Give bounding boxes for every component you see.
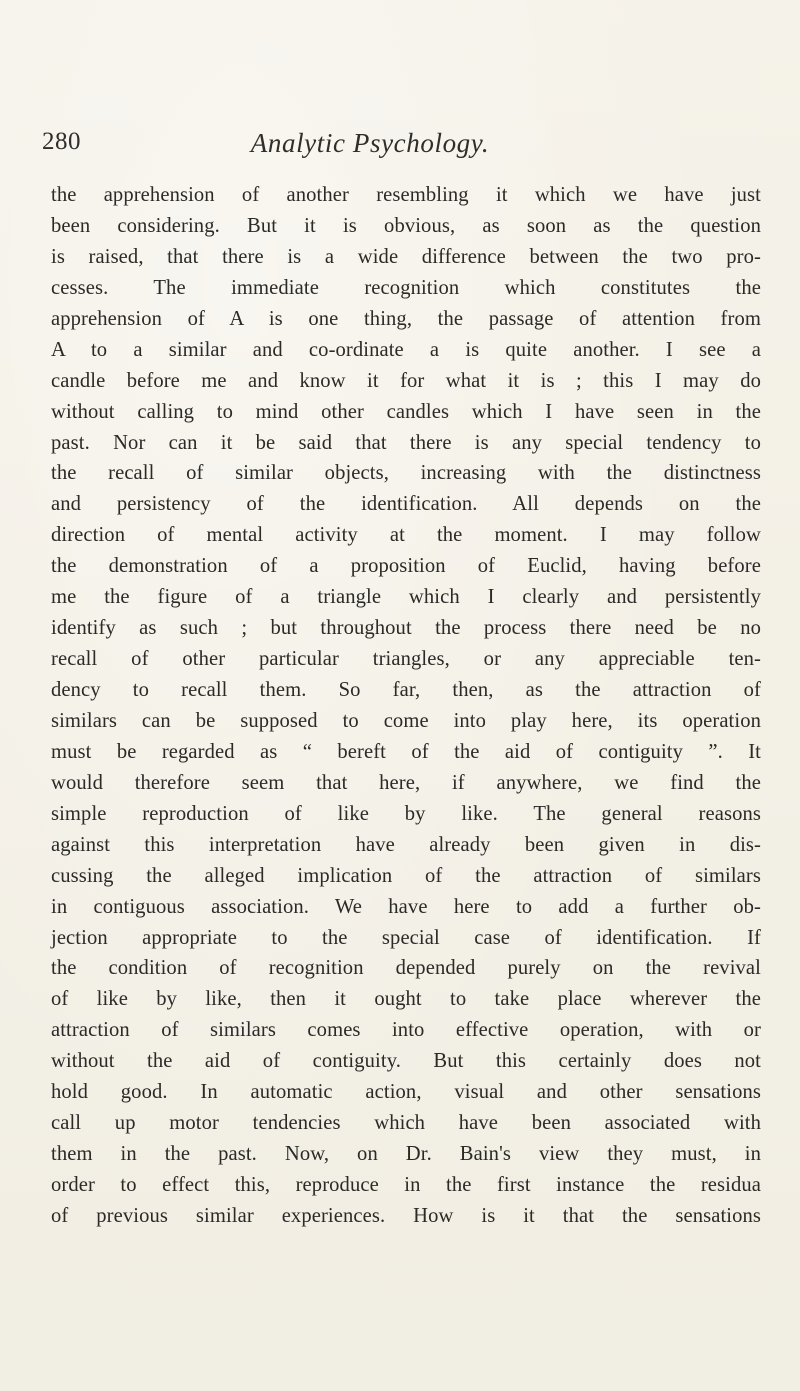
text-line: order to effect this, reproduce in the first instance the residua: [51, 1174, 761, 1196]
page-header: [42, 128, 760, 164]
text-line: direction of mental activity at the moment. I may follow: [51, 524, 761, 547]
text-line: against this interpretation have already been given in dis-: [51, 833, 761, 856]
text-line: candle before me and know it for what it is ; this I may do: [51, 369, 761, 392]
text-line: cussing the alleged implication of the attraction of similars: [51, 864, 761, 887]
text-line: would therefore seem that here, if anywhere, we find the: [51, 771, 761, 794]
text-line: apprehension of A is one thing, the passage of attention from: [51, 307, 761, 330]
text-line: past. Nor can it be said that there is any special tendency to: [51, 431, 761, 454]
text-line: dency to recall them. So far, then, as the attraction of: [51, 679, 761, 701]
text-line: the condition of recognition depended purely on the revival: [51, 957, 761, 980]
text-line: without the aid of contiguity. But this certainly does not: [51, 1050, 761, 1073]
text-line: call up motor tendencies which have been associated with: [51, 1112, 761, 1135]
text-line: the recall of similar objects, increasing with the distinctness: [51, 462, 761, 485]
text-line: attraction of similars comes into effective operation, with or: [51, 1019, 761, 1042]
text-line: without calling to mind other candles which I have seen in the: [51, 400, 761, 423]
text-line: the apprehension of another resembling it which we have just: [51, 184, 761, 206]
text-line: simple reproduction of like by like. The general reasons: [51, 802, 761, 825]
text-line: them in the past. Now, on Dr. Bain's view they must, in: [51, 1143, 761, 1166]
text-line: me the figure of a triangle which I clearly and persistently: [51, 586, 761, 609]
page-number: 280: [42, 128, 81, 155]
text-line: recall of other particular triangles, or any appreciable ten-: [51, 648, 761, 671]
text-line: of like by like, then it ought to take place wherever the: [51, 988, 761, 1011]
text-line: is raised, that there is a wide difference between the two pro-: [51, 245, 761, 268]
text-line: in contiguous association. We have here to add a further ob-: [51, 895, 761, 918]
text-line: of previous similar experiences. How is it that the sensations: [51, 1204, 761, 1227]
body-text: [51, 180, 761, 1232]
text-line: similars can be supposed to come into play here, its operation: [51, 709, 761, 732]
text-line: cesses. The immediate recognition which constitutes the: [51, 276, 761, 299]
text-line: identify as such ; but throughout the process there need be no: [51, 617, 761, 640]
text-line: and persistency of the identification. All depends on the: [51, 493, 761, 516]
text-line: been considering. But it is obvious, as soon as the question: [51, 214, 761, 237]
text-line: hold good. In automatic action, visual and other sensations: [51, 1081, 761, 1104]
text-line: must be regarded as “ bereft of the aid of contiguity ”. It: [51, 740, 761, 763]
text-line: jection appropriate to the special case of identification. If: [51, 926, 761, 949]
text-line: A to a similar and co-ordinate a is quite another. I see a: [51, 338, 761, 361]
running-title: Analytic Psychology.: [250, 128, 490, 158]
text-line: the demonstration of a proposition of Euclid, having before: [51, 555, 761, 578]
